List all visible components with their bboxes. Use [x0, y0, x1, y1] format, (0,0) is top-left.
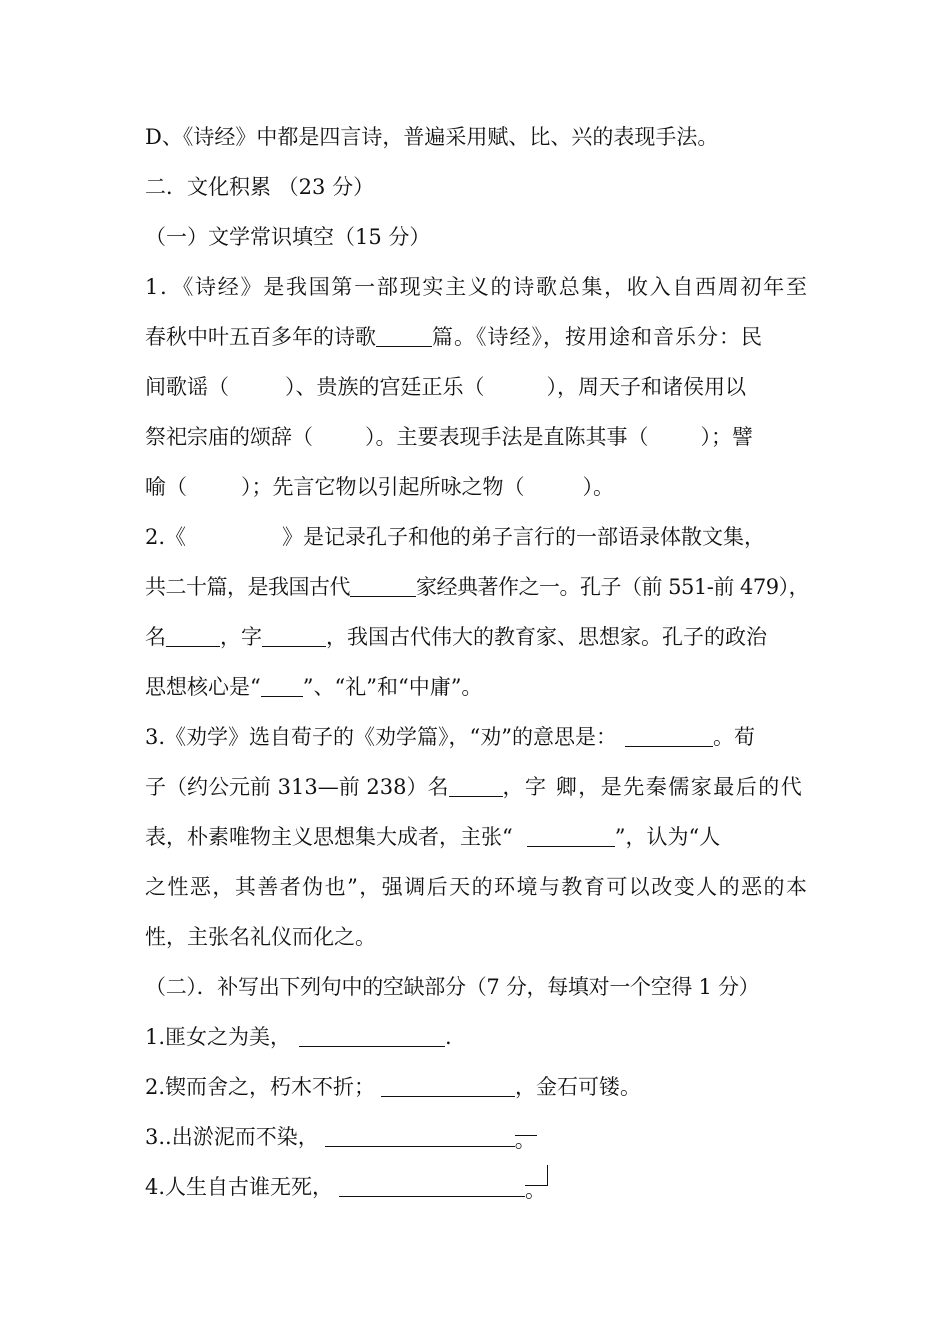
- exam-text: [145, 112, 810, 1212]
- answer-blank[interactable]: [350, 576, 416, 597]
- answer-blank[interactable]: [299, 1026, 445, 1047]
- question-3-line-5: 性，主张名礼仪而化之。: [145, 925, 376, 949]
- answer-blank[interactable]: [325, 1126, 515, 1147]
- answer-blank[interactable]: [376, 326, 432, 347]
- subsection-heading-fill-in: （二）．补写出下列句中的空缺部分（7 分，每填对一个空得 1 分）: [145, 975, 760, 999]
- answer-blank[interactable]: [527, 826, 615, 847]
- answer-blank[interactable]: [449, 776, 503, 797]
- question-2-line-4: 思想核心是“ ”、“礼”和“中庸”。: [145, 675, 483, 699]
- question-2-line-2: 共二十篇，是我国古代 家经典著作之一。孔子（前 551-前 479），: [145, 575, 810, 599]
- answer-blank[interactable]: [339, 1176, 525, 1197]
- question-1-line-5: 喻（ ）；先言它物以引起所咏之物（ ）。: [145, 475, 614, 499]
- question-1-line-2: 春秋中叶五百多年的诗歌 篇。《诗经》，按用途和音乐分：民: [145, 325, 763, 349]
- section-heading: 二．文化积累 （23 分）: [145, 175, 375, 199]
- answer-blank[interactable]: [166, 626, 220, 647]
- question-3-line-4: 之性恶，其善者伪也”，强调后天的环境与教育可以改变人的恶的本: [145, 875, 807, 899]
- answer-blank[interactable]: [625, 726, 713, 747]
- answer-blank[interactable]: [261, 676, 303, 697]
- subsection-heading-literature: （一）文学常识填空（15 分）: [145, 225, 431, 249]
- question-3-line-3: 表，朴素唯物主义思想集大成者，主张“ ”，认为“人: [145, 825, 721, 849]
- fill-item-1: 1.匪女之为美， .: [145, 1025, 452, 1049]
- answer-blank[interactable]: [381, 1076, 515, 1097]
- question-3-line-1: 3.《劝学》选自荀子的《劝学篇》，“劝”的意思是： 。荀: [145, 725, 756, 749]
- question-2-line-1: 2.《 》是记录孔子和他的弟子言行的一部语录体散文集，: [145, 525, 766, 549]
- fill-item-4: 4.人生自古谁无死， 。: [145, 1162, 807, 1212]
- question-1-line-1: 1．《诗经》是我国第一部现实主义的诗歌总集，收入自西周初年至: [145, 275, 807, 299]
- question-3-line-2: 子（约公元前 313—前 238）名 ，字 卿，是先秦儒家最后的代: [145, 775, 804, 799]
- answer-blank[interactable]: [262, 626, 326, 647]
- question-1-line-3: 间歌谣（ ）、贵族的宫廷正乐（ ），周天子和诸侯用以: [145, 375, 746, 399]
- fill-item-3: 3..出淤泥而不染， 。: [145, 1112, 807, 1162]
- question-2-line-3: 名 ，字 ，我国古代伟大的教育家、思想家。孔子的政治: [145, 625, 767, 649]
- option-d-line: D、《诗经》中都是四言诗，普遍采用赋、比、兴的表现手法。: [145, 125, 719, 149]
- fill-item-2: 2.锲而舍之，朽木不折； ，金石可镂。: [145, 1075, 642, 1099]
- question-1-line-4: 祭祀宗庙的颂辞（ ）。主要表现手法是直陈其事（ ）；譬: [145, 425, 753, 449]
